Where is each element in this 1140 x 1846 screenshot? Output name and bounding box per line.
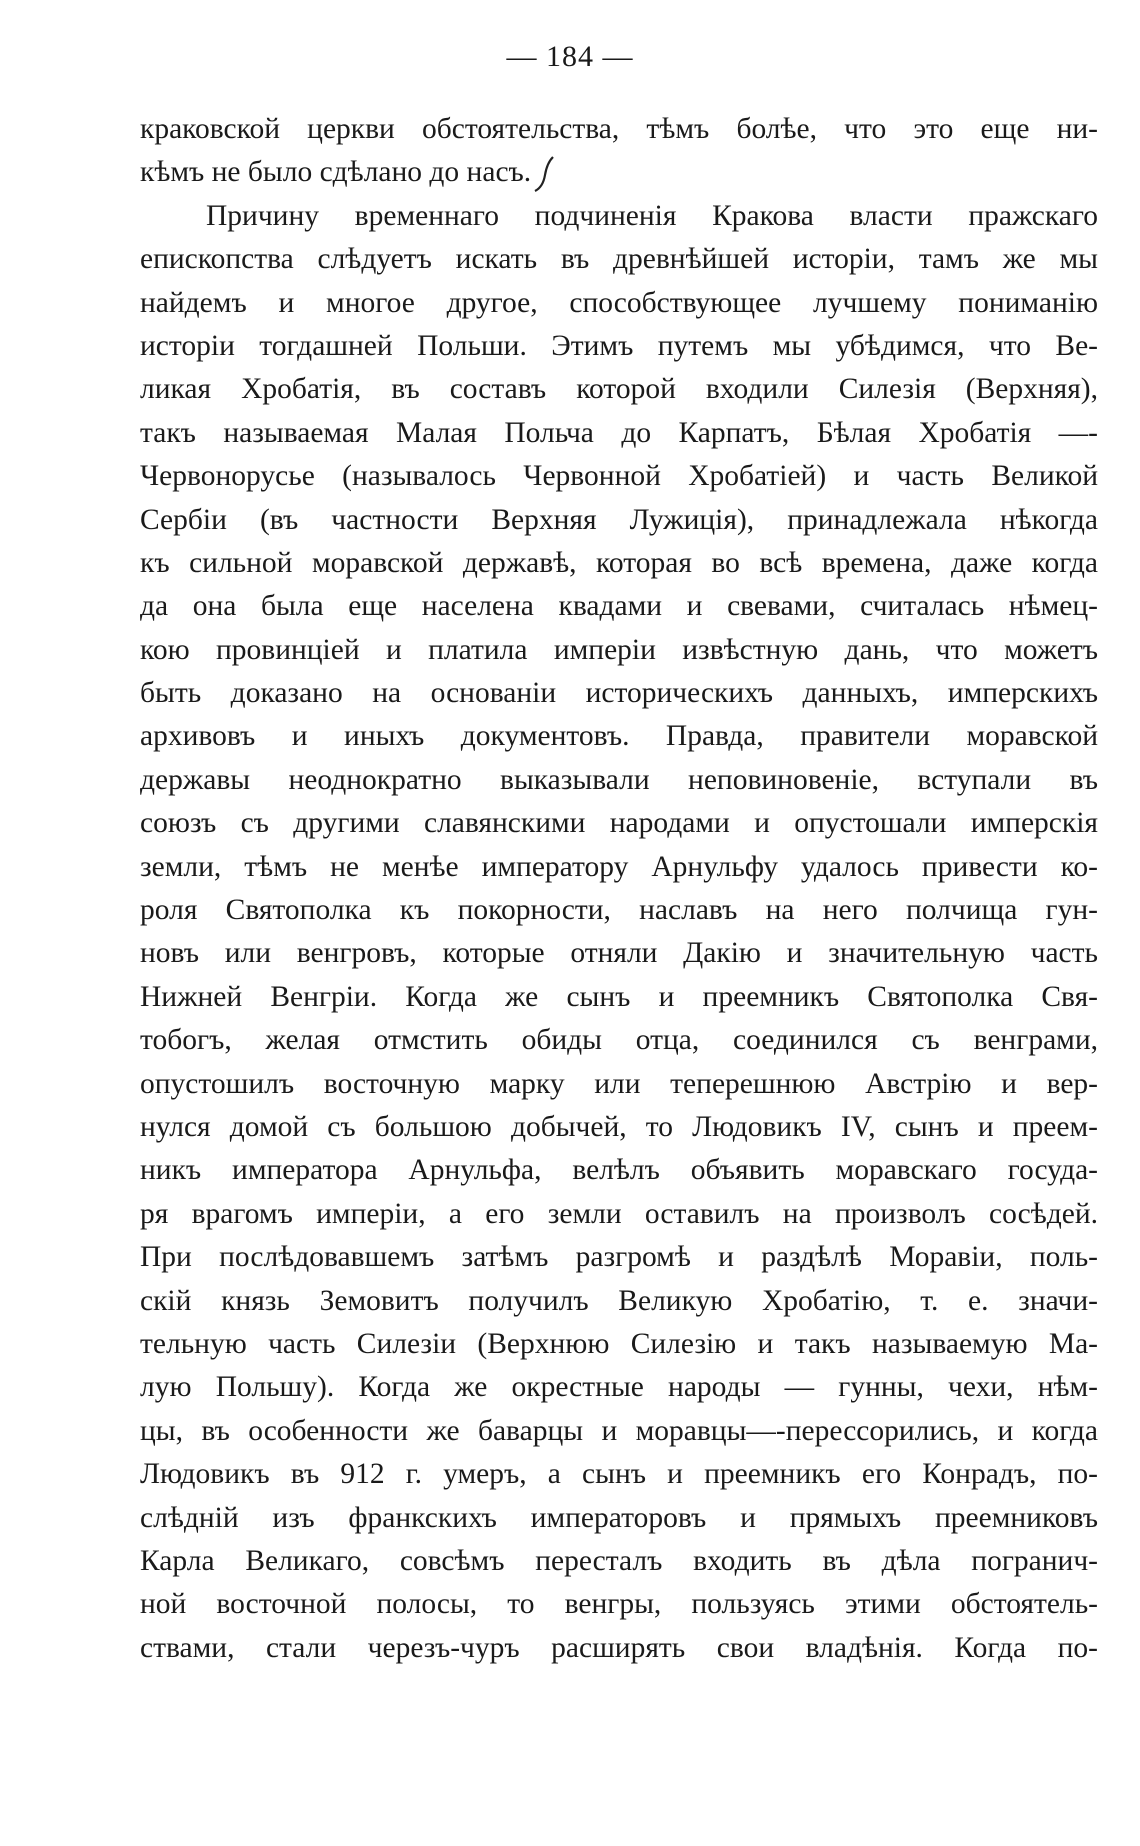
text-line: тобогъ, желая отмстить обиды отца, соединился съ венграми, xyxy=(140,1024,1098,1057)
text-line: найдемъ и многое другое, способствующее лучшему пониманію xyxy=(140,286,1098,319)
text-line: ря врагомъ имперіи, а его земли оставилъ на произволъ сосѣдей. xyxy=(140,1197,1098,1230)
text-line: да она была еще населена квадами и свевами, считалась нѣмец- xyxy=(140,590,1098,623)
page-number: — 184 — xyxy=(506,40,634,73)
text-line: земли, тѣмъ не менѣе императору Арнульфу удалось привести ко- xyxy=(140,850,1098,883)
text-line: новъ или венгровъ, которые отняли Дакію и значительную часть xyxy=(140,937,1098,970)
text-line: ствами, стали черезъ-чуръ расширять свои владѣнія. Когда по- xyxy=(140,1631,1098,1664)
text-line: скій князь Земовитъ получилъ Великую Хробатію, т. е. значи- xyxy=(140,1284,1098,1317)
text-line: Причину временнаго подчиненія Кракова власти пражскаго xyxy=(206,199,1098,232)
text-line xyxy=(140,151,1098,194)
text-line: кою провинціей и платила имперіи извѣстную дань, что можетъ xyxy=(140,633,1098,666)
text-line: быть доказано на основаніи историческихъ данныхъ, имперскихъ xyxy=(140,677,1098,710)
handwritten-mark-icon xyxy=(531,155,557,195)
text-line: такъ называемая Малая Польча до Карпатъ, Бѣлая Хробатія —- xyxy=(140,416,1098,449)
text-line: епископства слѣдуетъ искать въ древнѣйшей исторіи, тамъ же мы xyxy=(140,243,1098,276)
text-line: державы неоднократно выказывали неповиновеніе, вступали въ xyxy=(140,763,1098,796)
text-line: роля Святополка къ покорности, наславъ на него полчища гун- xyxy=(140,894,1098,927)
text-line: Людовикъ въ 912 г. умеръ, а сынъ и преемникъ его Конрадъ, по- xyxy=(140,1458,1098,1491)
text-line: ликая Хробатія, въ составъ которой входили Силезія (Верхняя), xyxy=(140,373,1098,406)
text-line: никъ императора Арнульфа, велѣлъ объявить моравскаго госуда- xyxy=(140,1154,1098,1187)
text-line: опустошилъ восточную марку или теперешнюю Австрію и вер- xyxy=(140,1067,1098,1100)
text-line: исторіи тогдашней Польши. Этимъ путемъ мы убѣдимся, что Ве- xyxy=(140,329,1098,362)
text-line: тельную часть Силезіи (Верхнюю Силезію и такъ называемую Ма- xyxy=(140,1327,1098,1360)
text-line: При послѣдовавшемъ затѣмъ разгромѣ и раздѣлѣ Моравіи, поль- xyxy=(140,1241,1098,1274)
text-line: краковской церкви обстоятельства, тѣмъ болѣе, что это еще ни- xyxy=(140,113,1098,145)
text-line: слѣдній изъ франкскихъ императоровъ и прямыхъ преемниковъ xyxy=(140,1501,1098,1534)
text-line: цы, въ особенности же баварцы и моравцы—-перессорились, и когда xyxy=(140,1414,1098,1447)
text-line-content: кѣмъ не было сдѣлано до насъ. xyxy=(140,156,532,189)
body-text xyxy=(140,108,1098,1670)
text-line: Карла Великаго, совсѣмъ пересталъ входить въ дѣла погранич- xyxy=(140,1544,1098,1577)
text-line: Нижней Венгріи. Когда же сынъ и преемникъ Святополка Свя- xyxy=(140,980,1098,1013)
text-line: нулся домой съ большою добычей, то Людовикъ IV, сынъ и преем- xyxy=(140,1110,1098,1143)
text-line: лую Польшу). Когда же окрестные народы — гунны, чехи, нѣм- xyxy=(140,1371,1098,1404)
text-line: архивовъ и иныхъ документовъ. Правда, правители моравской xyxy=(140,720,1098,753)
text-line: къ сильной моравской державѣ, которая во всѣ времена, даже когда xyxy=(140,546,1098,579)
text-line: союзъ съ другими славянскими народами и опустошали имперскія xyxy=(140,807,1098,840)
text-line: ной восточной полосы, то венгры, пользуясь этими обстоятель- xyxy=(140,1588,1098,1621)
text-line: Червонорусье (называлось Червонной Хробатіей) и часть Великой xyxy=(140,460,1098,493)
text-line: Сербіи (въ частности Верхняя Лужиція), принадлежала нѣкогда xyxy=(140,503,1098,536)
